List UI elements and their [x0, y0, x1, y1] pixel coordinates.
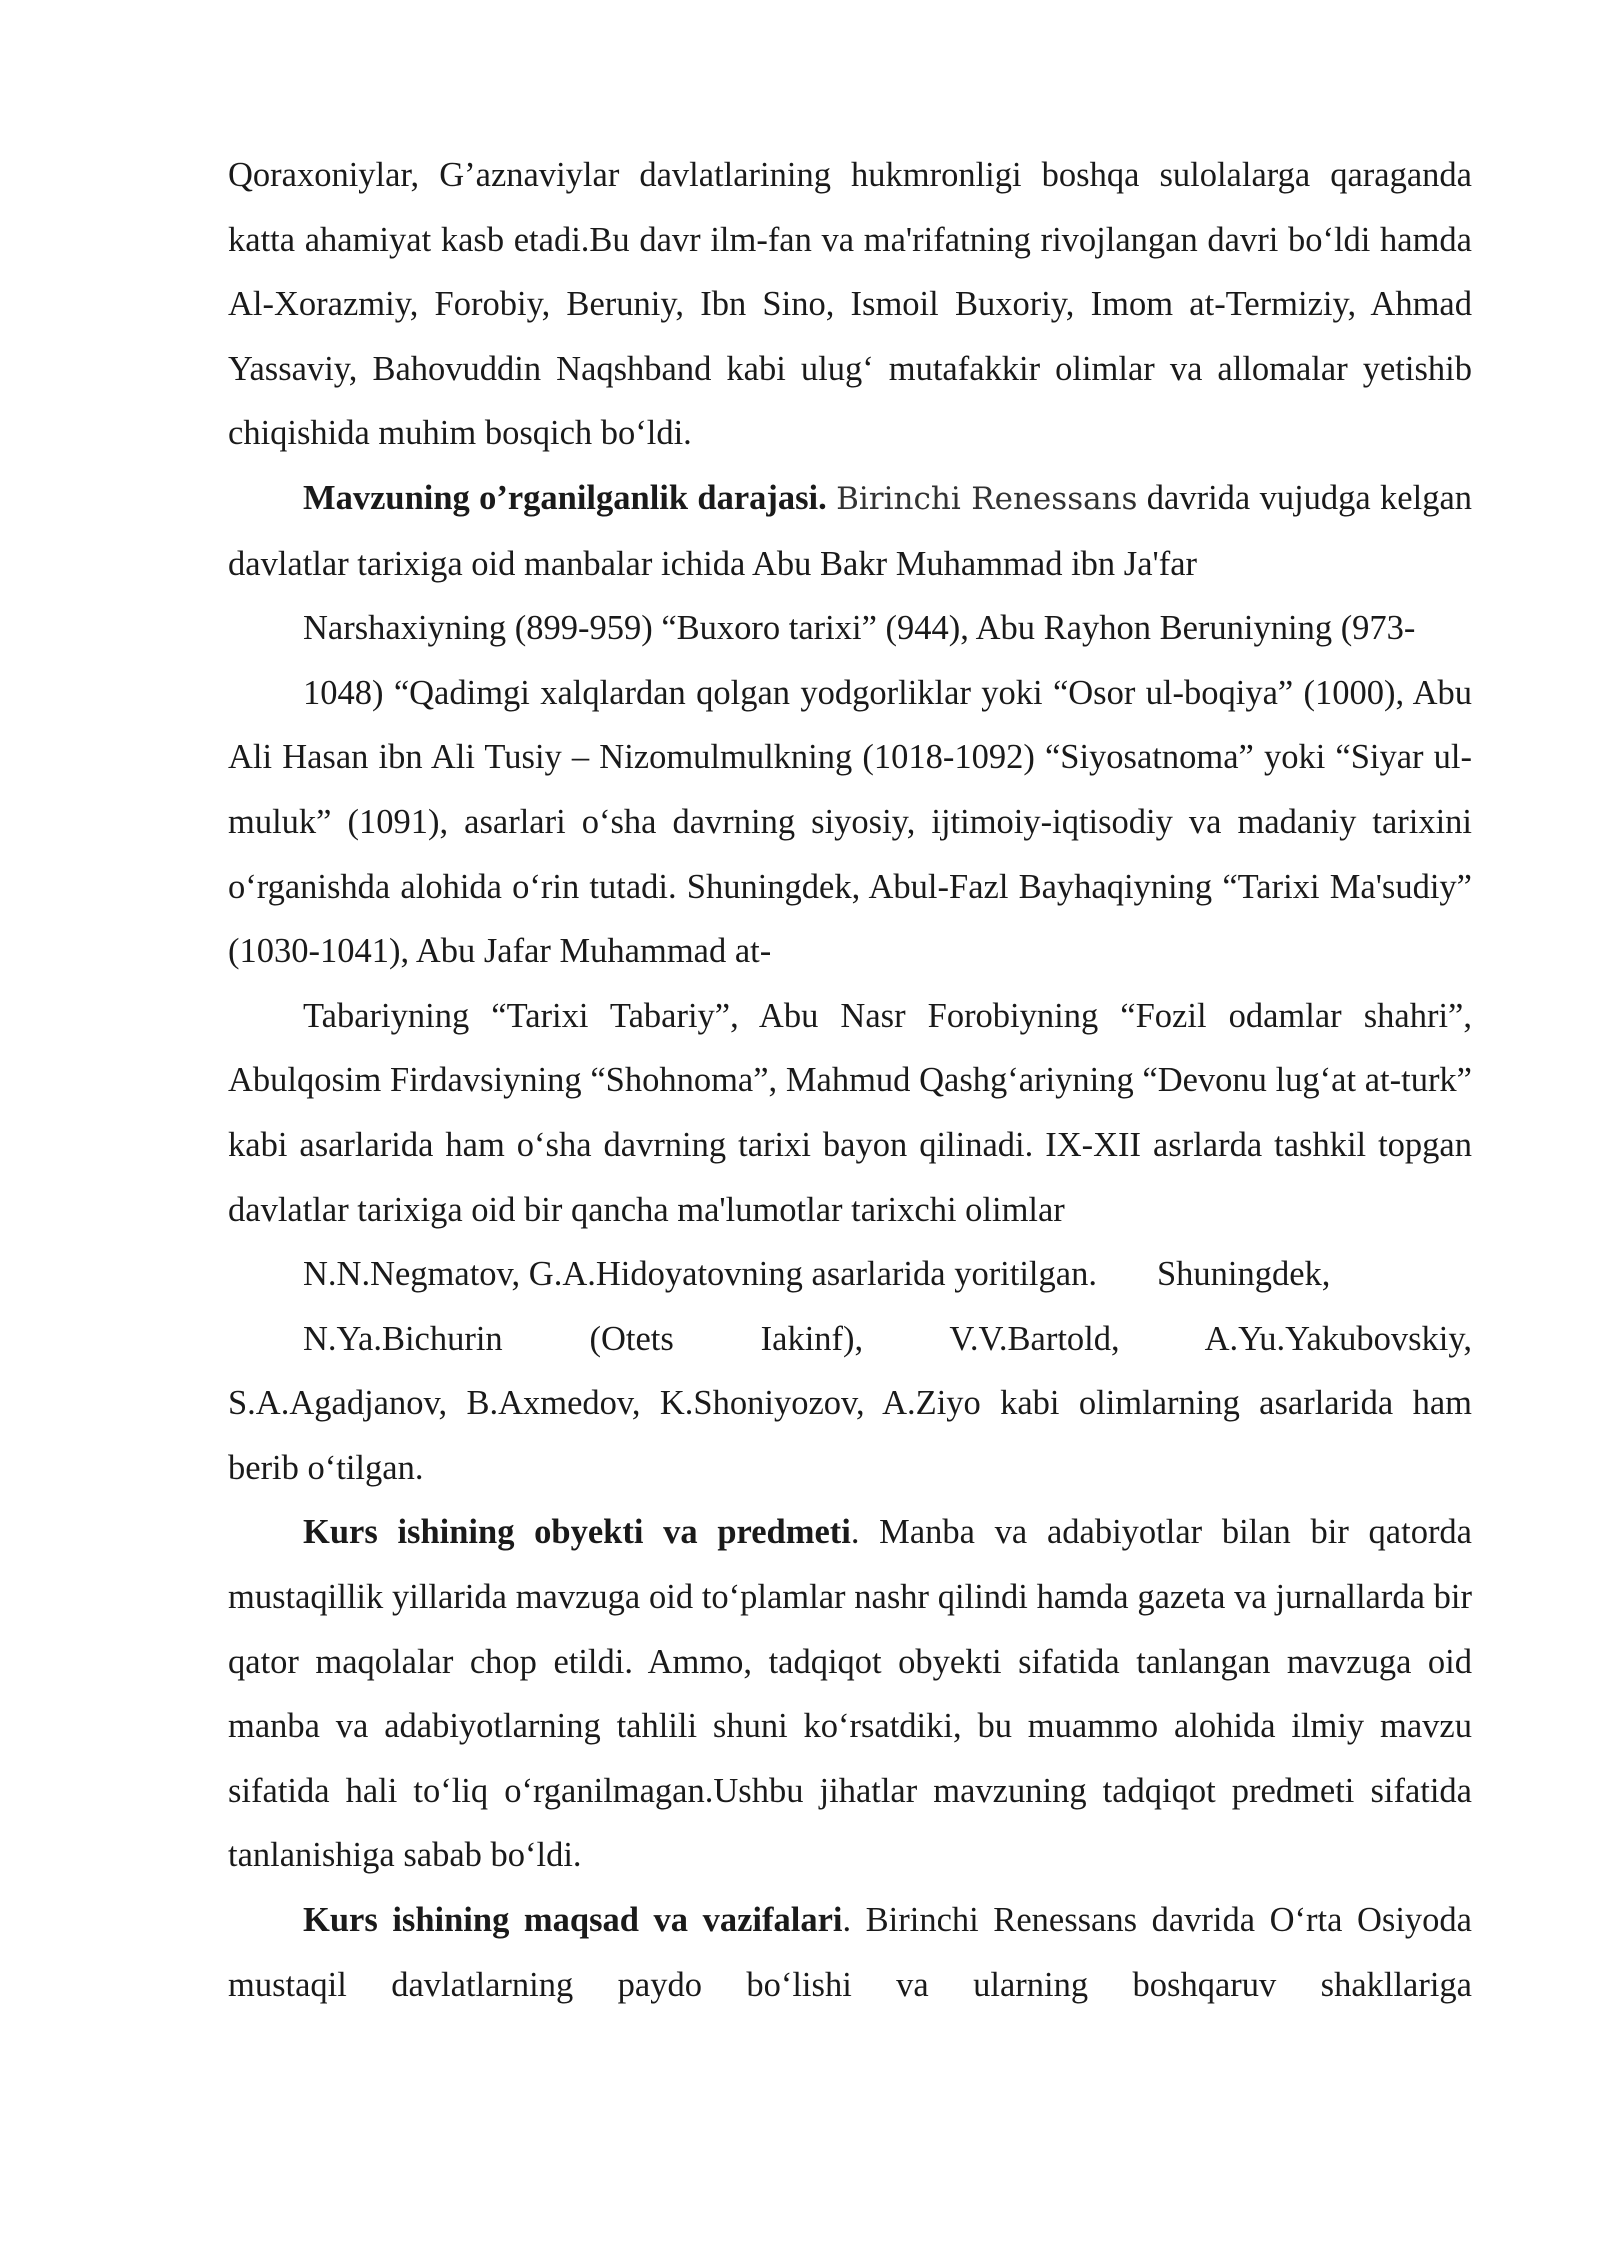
- paragraph-goals-tasks: [228, 1888, 1472, 2017]
- paragraph-text-alt-font: Birinchi Renessans: [836, 480, 1138, 517]
- section-heading-object-subject: Kurs ishining obyekti va predmeti: [303, 1513, 851, 1552]
- paragraph-text: Tabariyning “Tarixi Tabariy”, Abu Nasr Forobiyning “Fozil odamlar shahri”, Abulqosim Firdavsiyning “Shohnoma”, Mahmud Qashg‘ariyning “Devonu lug‘at at-turk” kabi asarlarida ham o‘sha davrning tarixi bayon qilinadi. IX-XII asrlarda tashkil topgan davlatlar tarixiga oid bir qancha ma'lumotlar tarixchi olimlar: [228, 996, 1472, 1229]
- paragraph-negmatov: [228, 1242, 1472, 1307]
- paragraph-text: davrida vujudga kelgan davlatlar tarixiga oid manbalar ichida Abu Bakr Muhammad ibn Ja'far: [228, 478, 1473, 583]
- paragraph-text: Narshaxiyning (899-959) “Buxoro tarixi” (944), Abu Rayhon Beruniyning (973-: [303, 609, 1416, 648]
- paragraph-narshaxiy: [228, 596, 1472, 661]
- paragraph-bichurin-line: [228, 1307, 1472, 1372]
- paragraph-text: S.A.Agadjanov, B.Axmedov, K.Shoniyozov, A.Ziyo kabi olimlarning asarlarida ham berib o‘tilgan.: [228, 1384, 1472, 1487]
- paragraph-research-degree: [228, 466, 1472, 596]
- paragraph-text: 1048) “Qadimgi xalqlardan qolgan yodgorliklar yoki “Osor ul-boqiya” (1000), Abu Ali Hasan ibn Ali Tusiy – Nizomulmulkning (1018-1092) “Siyosatnoma” yoki “Siyar ul-muluk” (1091), asarlari o‘sha davrning siyosiy, ijtimoiy-iqtisodiy va madaniy tarixini o‘rganishda alohida o‘rin tutadi. Shuningdek, Abul-Fazl Bayhaqiyning “Tarixi Ma'sudiy” (1030-1041), Abu Jafar Muhammad at-: [228, 673, 1472, 971]
- paragraph-text: . Manba va adabiyotlar bilan bir qatorda mustaqillik yillarida mavzuga oid to‘plamlar nashr qilindi hamda gazeta va jurnallarda bir qator maqolalar chop etildi. Ammo, tadqiqot obyekti sifatida tanlangan mavzuga oid manba va adabiyotlarning tahlili shuni ko‘rsatdiki, bu muammo alohida ilmiy mavzu sifatida hali to‘liq o‘rganilmagan.Ushbu jihatlar mavzuning tadqiqot predmeti sifatida tanlanishiga sabab bo‘ldi.: [228, 1513, 1472, 1875]
- section-heading-goals-tasks: Kurs ishining maqsad va vazifalari: [303, 1901, 843, 1940]
- paragraph-object-subject: [228, 1500, 1472, 1888]
- document-body: [228, 143, 1472, 2017]
- paragraph-text: Shuningdek,: [1156, 1255, 1331, 1294]
- paragraph-agadjanov: [228, 1371, 1472, 1500]
- paragraph-intro: [228, 143, 1472, 466]
- paragraph-text: . Birinchi Renessans davrida O‘rta Osiyoda mustaqil davlatlarning paydo bo‘lishi va ularning boshqaruv shakllariga: [228, 1901, 1472, 2004]
- paragraph-text: Qoraxoniylar, G’aznaviylar davlatlarining hukmronligi boshqa sulolalarga qaraganda katta ahamiyat kasb etadi.Bu davr ilm-fan va ma'rifatning rivojlangan davri bo‘ldi hamda Al-Xorazmiy, Forobiy, Beruniy, Ibn Sino, Ismoil Buxoriy, Imom at-Termiziy, Ahmad Yassaviy, Bahovuddin Naqshband kabi ulug‘ mutafakkir olimlar va allomalar yetishib chiqishida muhim bosqich bo‘ldi.: [228, 156, 1472, 453]
- paragraph-text: N.N.Negmatov, G.A.Hidoyatovning asarlarida yoritilgan.: [303, 1255, 1097, 1294]
- paragraph-text: N.Ya.Bichurin (Otets Iakinf), V.V.Bartold, A.Yu.Yakubovskiy,: [303, 1319, 1472, 1358]
- section-heading-research-degree: Mavzuning o’rganilganlik darajasi.: [303, 478, 827, 517]
- paragraph-beruniy: [228, 661, 1472, 984]
- paragraph-tabariy: [228, 984, 1472, 1242]
